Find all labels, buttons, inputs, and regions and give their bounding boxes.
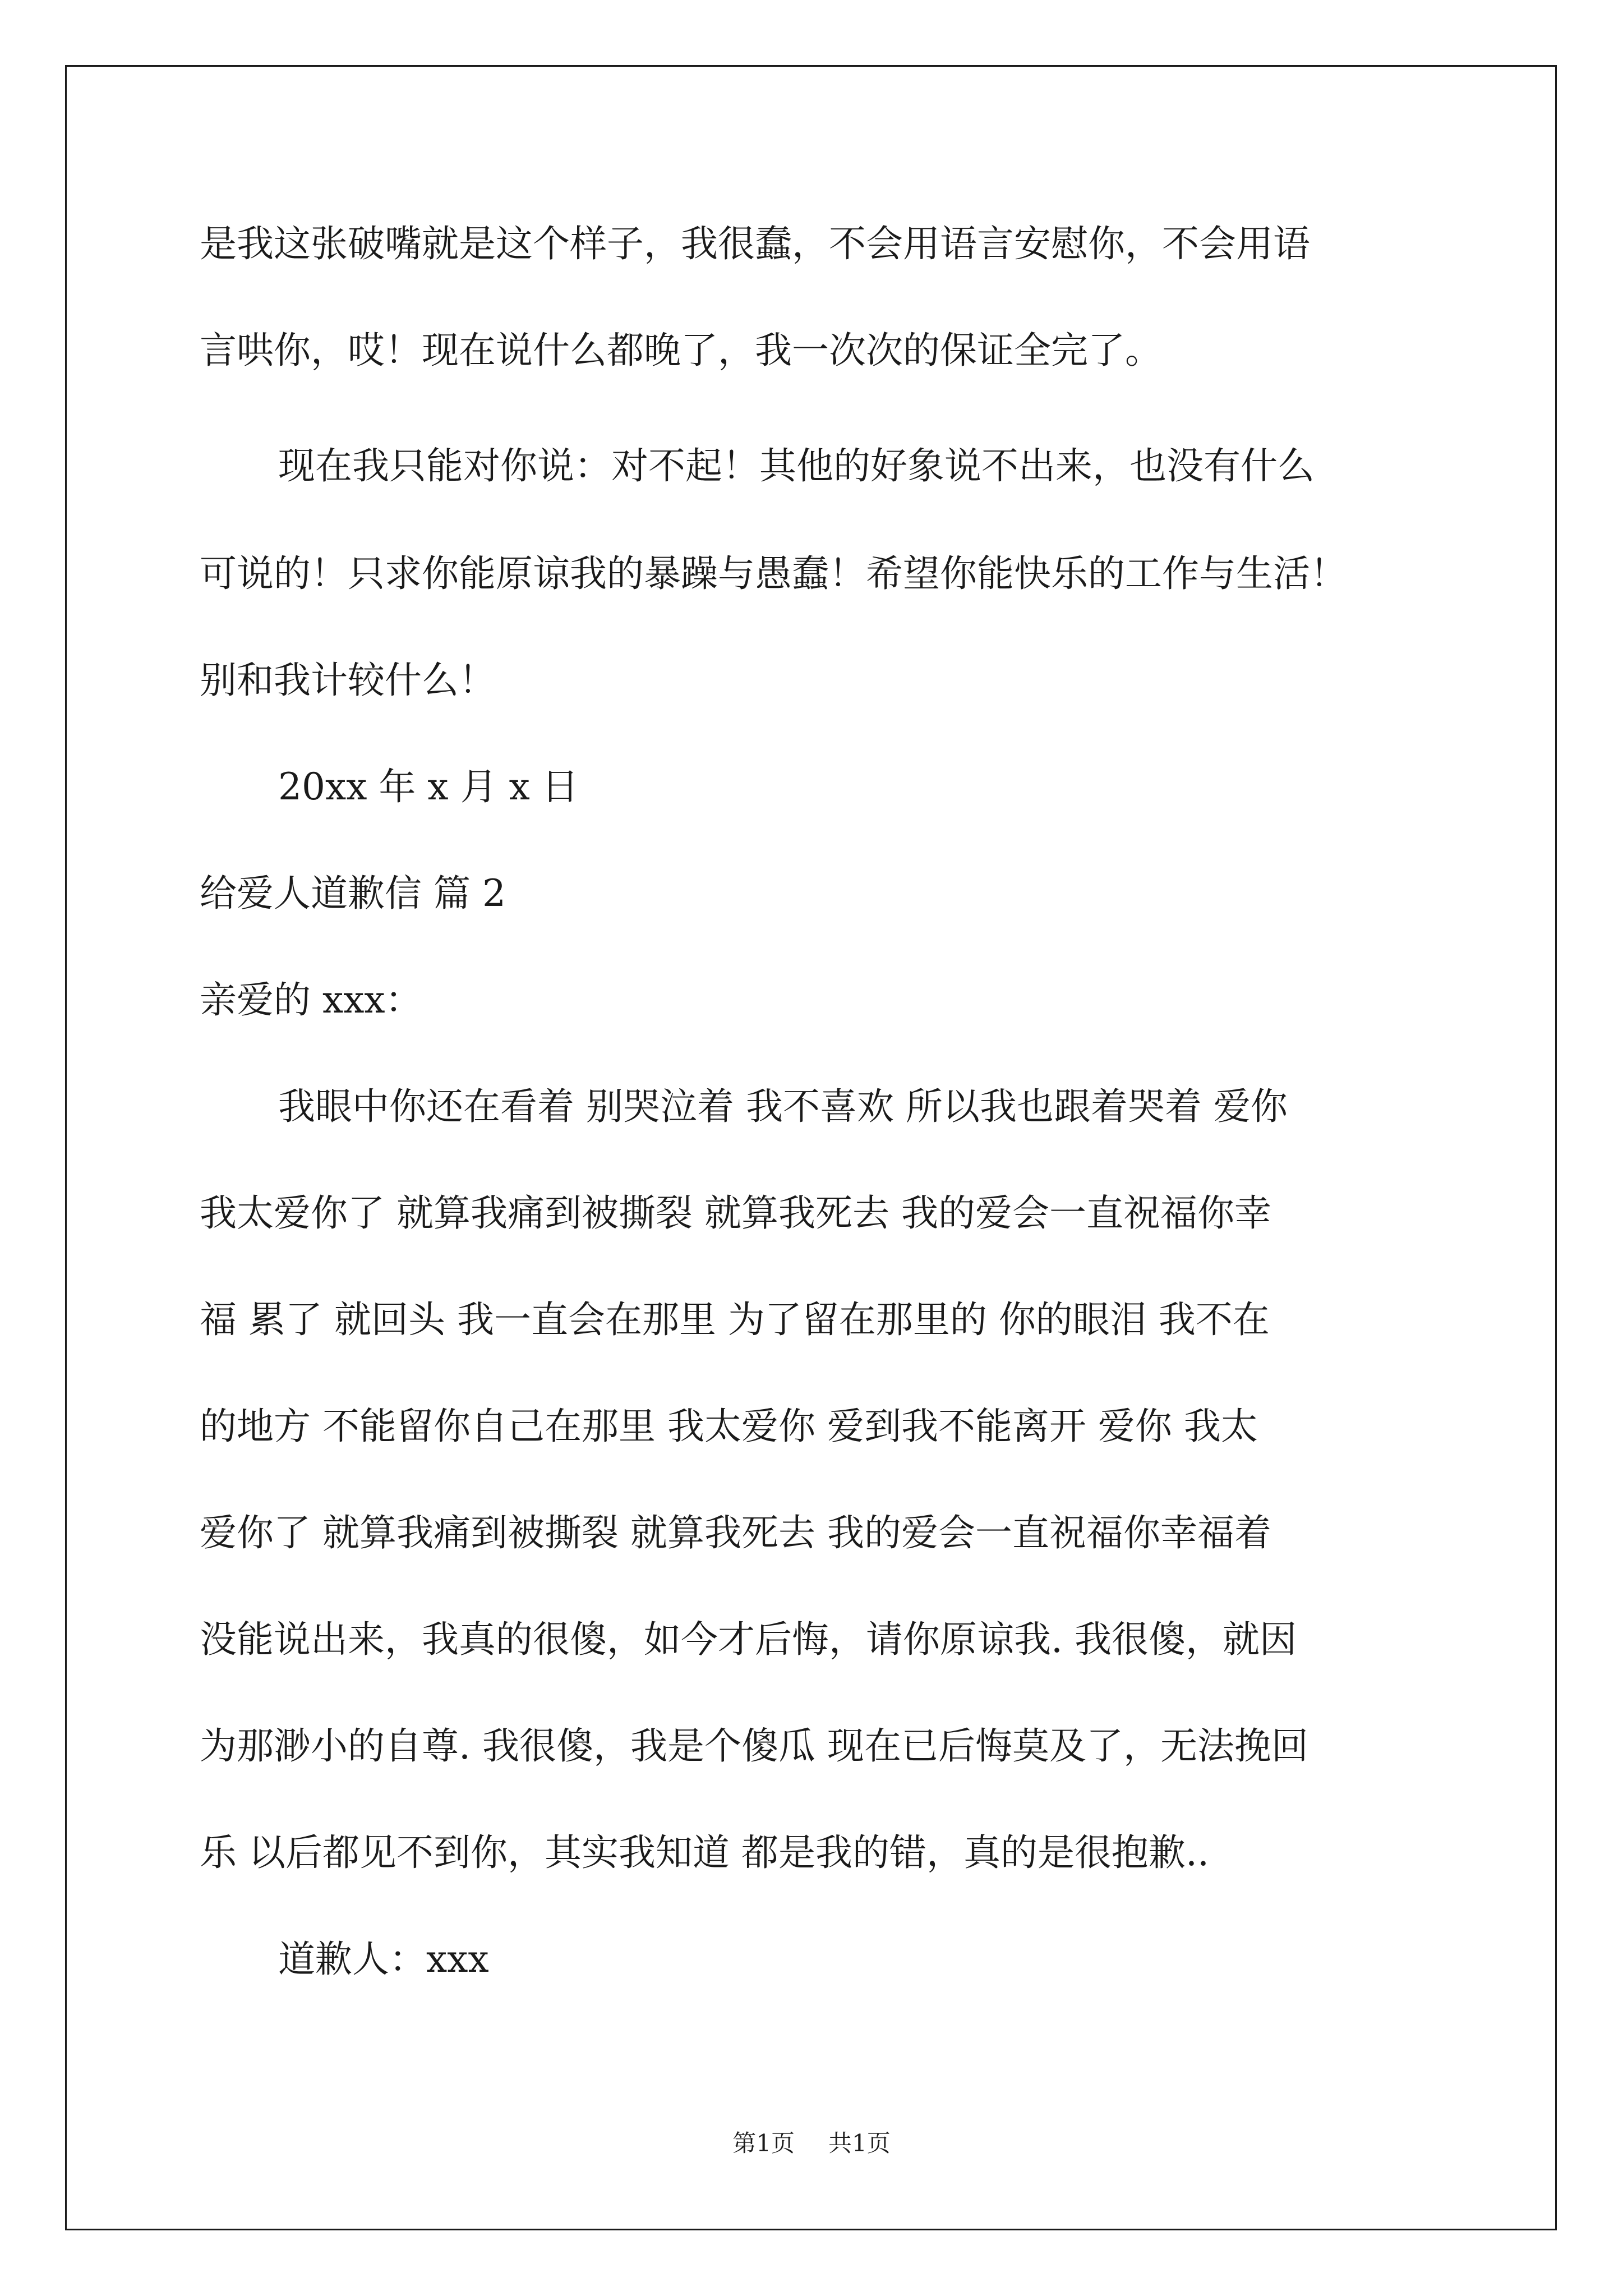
paragraph-line: 现在我只能对你说：对不起！其他的好象说不出来，也没有什么: [278, 444, 1315, 487]
signature-line: 道歉人：xxx: [278, 1938, 489, 1981]
salutation: 亲爱的 xxx：: [200, 978, 422, 1022]
text-line: 没能说出来，我真的很傻，如今才后悔，请你原谅我. 我很傻，就因: [200, 1618, 1297, 1661]
text-line: 乐 以后都见不到你，其实我知道 都是我的错，真的是很抱歉..: [200, 1831, 1209, 1874]
page-footer: [0, 2129, 1623, 2157]
page-number: 第1页: [732, 2129, 795, 2157]
text-line: 别和我计较什么！: [200, 659, 496, 702]
text-line: 的地方 不能留你自己在那里 我太爱你 爱到我不能离开 爱你 我太: [200, 1405, 1258, 1448]
total-pages: 共1页: [828, 2129, 891, 2157]
page-border: [65, 65, 1557, 2230]
text-line: 言哄你，哎！现在说什么都晚了，我一次次的保证全完了。: [200, 329, 1162, 372]
text-line: 福 累了 就回头 我一直会在那里 为了留在那里的 你的眼泪 我不在: [200, 1298, 1270, 1341]
text-line: 是我这张破嘴就是这个样子，我很蠢，不会用语言安慰你，不会用语: [200, 222, 1310, 265]
text-line: 我太爱你了 就算我痛到被撕裂 就算我死去 我的爱会一直祝福你幸: [200, 1191, 1271, 1235]
section-heading: 给爱人道歉信 篇 2: [200, 872, 506, 915]
paragraph-line: 我眼中你还在看着 别哭泣着 我不喜欢 所以我也跟着哭着 爱你: [278, 1085, 1288, 1128]
text-line: 可说的！只求你能原谅我的暴躁与愚蠢！希望你能快乐的工作与生活！: [200, 552, 1347, 595]
text-line: 为那渺小的自尊. 我很傻，我是个傻瓜 现在已后悔莫及了，无法挽回: [200, 1724, 1308, 1768]
text-line: 爱你了 就算我痛到被撕裂 就算我死去 我的爱会一直祝福你幸福着: [200, 1511, 1271, 1554]
date-line: 20xx 年 x 月 x 日: [278, 765, 579, 808]
